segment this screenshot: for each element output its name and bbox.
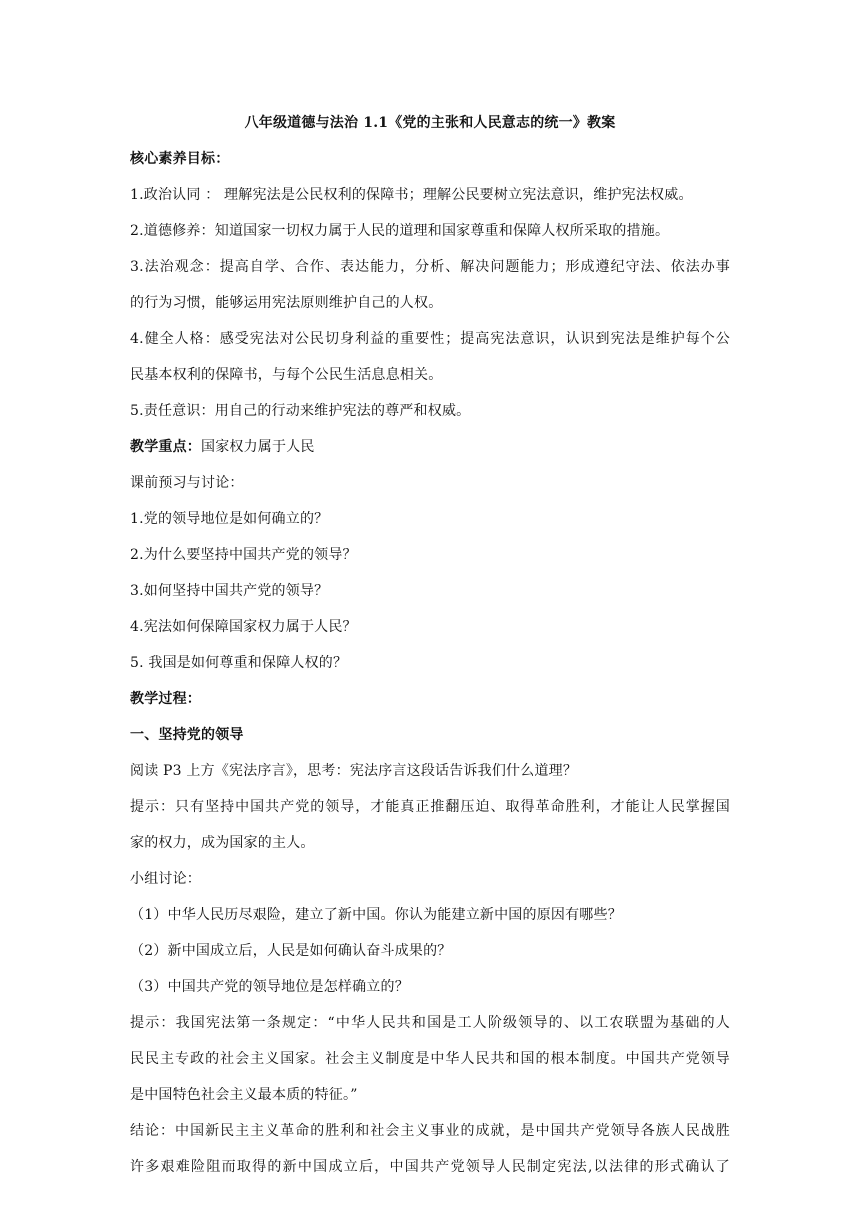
document-title: 八年级道德与法治 1.1《党的主张和人民意志的统一》教案 <box>244 115 616 131</box>
section-1-heading: 一、坚持党的领导 <box>130 727 244 743</box>
hint-2-line-3: 是中国特色社会主义最本质的特征。” <box>130 1087 358 1103</box>
preview-item-3: 3.如何坚持中国共产党的领导？ <box>130 583 329 599</box>
goal-item-1: 1.政治认同 ： 理解宪法是公民权利的保障书；理解公民要树立宪法意识，维护宪法权威。 <box>130 187 693 203</box>
group-discussion-heading: 小组讨论： <box>130 871 201 887</box>
hint-2-line-1: 提示：我国宪法第一条规定：“中华人民共和国是工人阶级领导的、以工农联盟为基础的人 <box>130 1015 730 1031</box>
document-page <box>130 113 730 1177</box>
goal-item-3-line-1: 3.法治观念：提高自学、合作、表达能力，分析、解决问题能力；形成遵纪守法、依法办事 <box>130 259 730 275</box>
conclusion-line-2: 许多艰难险阻而取得的新中国成立后，中国共产党领导人民制定宪法,以法律的形式确认了 <box>130 1159 730 1175</box>
goal-item-5: 5.责任意识：用自己的行动来维护宪法的尊严和权威。 <box>130 403 471 419</box>
preview-heading: 课前预习与讨论： <box>130 475 244 491</box>
discussion-item-3: （3）中国共产党的领导地位是怎样确立的？ <box>130 979 409 995</box>
hint-1-line-2: 家的权力，成为国家的主人。 <box>130 835 315 851</box>
key-point-label: 教学重点： <box>130 439 201 455</box>
preview-item-5: 5. 我国是如何尊重和保障人权的？ <box>130 655 348 671</box>
goal-item-4-line-1: 4.健全人格：感受宪法对公民切身利益的重要性；提高宪法意识，认识到宪法是维护每个公 <box>130 331 730 347</box>
key-point-text: 国家权力属于人民 <box>201 439 315 455</box>
conclusion-line-1: 结论：中国新民主主义革命的胜利和社会主义事业的成就，是中国共产党领导各族人民战胜 <box>130 1123 730 1139</box>
goal-item-4-line-2: 民基本权利的保障书，与每个公民生活息息相关。 <box>130 367 443 383</box>
hint-1-line-1: 提示：只有坚持中国共产党的领导，才能真正推翻压迫、取得革命胜利，才能让人民掌握国 <box>130 799 730 815</box>
process-heading: 教学过程： <box>130 691 201 707</box>
preview-item-1: 1.党的领导地位是如何确立的？ <box>130 511 329 527</box>
goal-item-3-line-2: 的行为习惯，能够运用宪法原则维护自己的人权。 <box>130 295 443 311</box>
goal-item-2: 2.道德修养：知道国家一切权力属于人民的道理和国家尊重和保障人权所采取的措施。 <box>130 223 670 239</box>
preview-item-4: 4.宪法如何保障国家权力属于人民？ <box>130 619 357 635</box>
discussion-item-1: （1）中华人民历尽艰险，建立了新中国。你认为能建立新中国的原因有哪些？ <box>130 907 622 923</box>
hint-2-line-2: 民民主专政的社会主义国家。社会主义制度是中华人民共和国的根本制度。中国共产党领导 <box>130 1051 730 1067</box>
reading-prompt: 阅读 P3 上方《宪法序言》，思考：宪法序言这段话告诉我们什么道理？ <box>130 763 578 779</box>
key-point <box>130 437 730 457</box>
preview-item-2: 2.为什么要坚持中国共产党的领导？ <box>130 547 357 563</box>
discussion-item-2: （2）新中国成立后，人民是如何确认奋斗成果的？ <box>130 943 452 959</box>
core-goals-heading: 核心素养目标： <box>130 151 230 167</box>
